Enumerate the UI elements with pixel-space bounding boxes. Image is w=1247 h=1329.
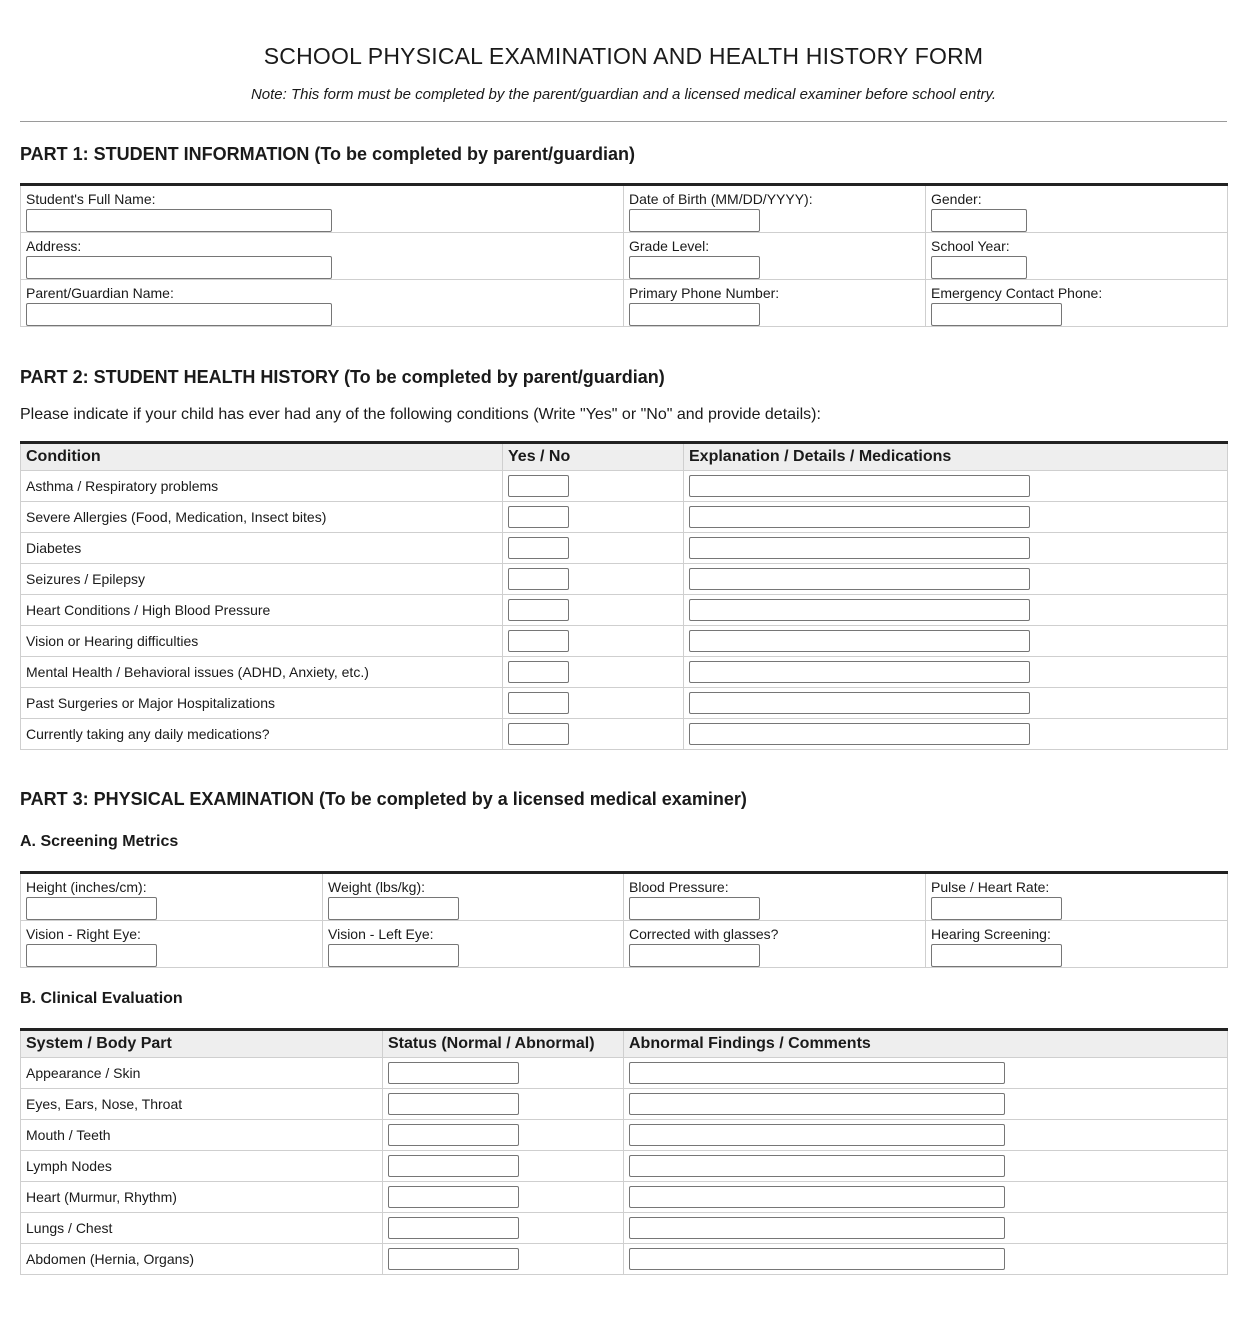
- page-title: SCHOOL PHYSICAL EXAMINATION AND HEALTH HISTORY FORM: [263, 43, 984, 69]
- header-divider: [20, 121, 1227, 122]
- address-cell: [21, 233, 624, 280]
- col-status: Status (Normal / Abnormal): [383, 1030, 624, 1058]
- weight-label: Weight (lbs/kg):: [328, 879, 425, 895]
- health-history-header: [21, 443, 1228, 471]
- condition-label: Mental Health / Behavioral issues (ADHD, Anxiety, etc.): [21, 657, 503, 688]
- condition-status-input[interactable]: [508, 568, 569, 590]
- condition-details-input[interactable]: [689, 599, 1030, 621]
- table-row: [21, 657, 1228, 688]
- system-status-cell: [383, 1120, 624, 1151]
- condition-details-cell: [684, 595, 1228, 626]
- table-row: [21, 471, 1228, 502]
- table-row: [21, 626, 1228, 657]
- col-yes-no: Yes / No: [503, 443, 684, 471]
- part1-heading: PART 1: STUDENT INFORMATION (To be completed by parent/guardian): [20, 144, 636, 164]
- pulse-cell: [926, 873, 1228, 921]
- system-label: Abdomen (Hernia, Organs): [21, 1244, 383, 1275]
- weight-cell: [323, 873, 624, 921]
- phone-label: Primary Phone Number:: [629, 285, 780, 301]
- parent-name-label: Parent/Guardian Name:: [26, 285, 174, 301]
- emergency-phone-label: Emergency Contact Phone:: [931, 285, 1103, 301]
- bp-input[interactable]: [629, 897, 760, 920]
- condition-details-input[interactable]: [689, 537, 1030, 559]
- system-label: Eyes, Ears, Nose, Throat: [21, 1089, 383, 1120]
- col-findings: Abnormal Findings / Comments: [624, 1030, 1228, 1058]
- table-row: [21, 564, 1228, 595]
- pulse-label: Pulse / Heart Rate:: [931, 879, 1050, 895]
- system-details-cell: [624, 1151, 1228, 1182]
- system-details-input[interactable]: [629, 1248, 1005, 1270]
- condition-status-cell: [503, 688, 684, 719]
- condition-details-input[interactable]: [689, 692, 1030, 714]
- table-row: [21, 533, 1228, 564]
- condition-status-input[interactable]: [508, 599, 569, 621]
- address-label: Address:: [26, 238, 82, 254]
- condition-status-cell: [503, 564, 684, 595]
- col-condition: Condition: [21, 443, 503, 471]
- condition-status-cell: [503, 595, 684, 626]
- condition-label: Seizures / Epilepsy: [21, 564, 503, 595]
- height-label: Height (inches/cm):: [26, 879, 147, 895]
- school-year-input[interactable]: [931, 256, 1027, 279]
- vision-left-label: Vision - Left Eye:: [328, 926, 434, 942]
- parent-name-input[interactable]: [26, 303, 332, 326]
- phone-input[interactable]: [629, 303, 760, 326]
- condition-status-input[interactable]: [508, 506, 569, 528]
- student-info-row: [21, 280, 1228, 327]
- condition-label: Currently taking any daily medications?: [21, 719, 503, 750]
- height-cell: [21, 873, 323, 921]
- condition-details-cell: [684, 719, 1228, 750]
- condition-status-cell: [503, 657, 684, 688]
- school-year-label: School Year:: [931, 238, 1010, 254]
- system-status-input[interactable]: [388, 1155, 519, 1177]
- condition-details-input[interactable]: [689, 568, 1030, 590]
- table-row: [21, 1120, 1228, 1151]
- height-input[interactable]: [26, 897, 157, 920]
- table-row: [21, 1213, 1228, 1244]
- vision-right-label: Vision - Right Eye:: [26, 926, 141, 942]
- full-name-input[interactable]: [26, 209, 332, 232]
- condition-details-cell: [684, 626, 1228, 657]
- system-label: Heart (Murmur, Rhythm): [21, 1182, 383, 1213]
- condition-details-input[interactable]: [689, 723, 1030, 745]
- system-label: Mouth / Teeth: [21, 1120, 383, 1151]
- screening-row: [21, 873, 1228, 921]
- condition-status-cell: [503, 471, 684, 502]
- condition-label: Severe Allergies (Food, Medication, Insect bites): [21, 502, 503, 533]
- corrected-label: Corrected with glasses?: [629, 926, 779, 942]
- health-history-table: [20, 441, 1228, 750]
- clinical-evaluation-table: [20, 1028, 1228, 1275]
- grade-input[interactable]: [629, 256, 760, 279]
- condition-label: Vision or Hearing difficulties: [21, 626, 503, 657]
- table-row: [21, 1058, 1228, 1089]
- condition-label: Past Surgeries or Major Hospitalizations: [21, 688, 503, 719]
- hearing-input[interactable]: [931, 944, 1062, 967]
- system-details-cell: [624, 1244, 1228, 1275]
- system-details-input[interactable]: [629, 1093, 1005, 1115]
- condition-status-cell: [503, 502, 684, 533]
- condition-details-cell: [684, 471, 1228, 502]
- system-status-input[interactable]: [388, 1062, 519, 1084]
- gender-input[interactable]: [931, 209, 1027, 232]
- table-row: [21, 1182, 1228, 1213]
- system-status-input[interactable]: [388, 1124, 519, 1146]
- screening-heading: A. Screening Metrics: [20, 833, 179, 850]
- condition-details-input[interactable]: [689, 506, 1030, 528]
- system-status-input[interactable]: [388, 1248, 519, 1270]
- table-row: [21, 688, 1228, 719]
- full-name-label: Student's Full Name:: [26, 191, 156, 207]
- system-status-input[interactable]: [388, 1217, 519, 1239]
- condition-status-cell: [503, 626, 684, 657]
- vision-right-input[interactable]: [26, 944, 157, 967]
- student-info-row: [21, 233, 1228, 280]
- system-details-input[interactable]: [629, 1062, 1005, 1084]
- condition-details-input[interactable]: [689, 661, 1030, 683]
- system-details-input[interactable]: [629, 1217, 1005, 1239]
- dob-cell: [624, 185, 926, 233]
- condition-details-cell: [684, 688, 1228, 719]
- gender-cell: [926, 185, 1228, 233]
- condition-status-input[interactable]: [508, 692, 569, 714]
- condition-status-input[interactable]: [508, 537, 569, 559]
- condition-details-input[interactable]: [689, 475, 1030, 497]
- table-row: [21, 1151, 1228, 1182]
- table-row: [21, 502, 1228, 533]
- clinical-header: [21, 1030, 1228, 1058]
- condition-status-input[interactable]: [508, 630, 569, 652]
- table-row: [21, 719, 1228, 750]
- system-label: Appearance / Skin: [21, 1058, 383, 1089]
- part2-heading: PART 2: STUDENT HEALTH HISTORY (To be completed by parent/guardian): [20, 367, 665, 387]
- system-details-input[interactable]: [629, 1155, 1005, 1177]
- col-system: System / Body Part: [21, 1030, 383, 1058]
- system-details-cell: [624, 1120, 1228, 1151]
- system-details-input[interactable]: [629, 1124, 1005, 1146]
- condition-status-input[interactable]: [508, 475, 569, 497]
- system-details-cell: [624, 1182, 1228, 1213]
- system-details-cell: [624, 1089, 1228, 1120]
- emergency-phone-cell: [926, 280, 1228, 327]
- table-row: [21, 1089, 1228, 1120]
- grade-cell: [624, 233, 926, 280]
- condition-status-input[interactable]: [508, 723, 569, 745]
- parent-name-cell: [21, 280, 624, 327]
- system-details-input[interactable]: [629, 1186, 1005, 1208]
- condition-details-cell: [684, 564, 1228, 595]
- system-status-cell: [383, 1244, 624, 1275]
- bp-cell: [624, 873, 926, 921]
- school-year-cell: [926, 233, 1228, 280]
- system-label: Lungs / Chest: [21, 1213, 383, 1244]
- system-label: Lymph Nodes: [21, 1151, 383, 1182]
- condition-details-cell: [684, 533, 1228, 564]
- full-name-cell: [21, 185, 624, 233]
- condition-status-cell: [503, 533, 684, 564]
- form-note: Note: This form must be completed by the parent/guardian and a licensed medical examiner before school entry.: [250, 86, 997, 103]
- screening-row: [21, 921, 1228, 968]
- table-row: [21, 1244, 1228, 1275]
- part3-heading: PART 3: PHYSICAL EXAMINATION (To be completed by a licensed medical examiner): [20, 789, 747, 809]
- condition-details-cell: [684, 657, 1228, 688]
- vision-right-cell: [21, 921, 323, 968]
- weight-input[interactable]: [328, 897, 459, 920]
- gender-label: Gender:: [931, 191, 982, 207]
- student-info-row: [21, 185, 1228, 233]
- corrected-cell: [624, 921, 926, 968]
- condition-label: Asthma / Respiratory problems: [21, 471, 503, 502]
- system-status-cell: [383, 1182, 624, 1213]
- system-status-input[interactable]: [388, 1093, 519, 1115]
- corrected-input[interactable]: [629, 944, 760, 967]
- system-status-cell: [383, 1089, 624, 1120]
- system-status-input[interactable]: [388, 1186, 519, 1208]
- vision-left-input[interactable]: [328, 944, 459, 967]
- hearing-cell: [926, 921, 1228, 968]
- student-info-table: [20, 183, 1228, 327]
- vision-left-cell: [323, 921, 624, 968]
- dob-label: Date of Birth (MM/DD/YYYY):: [629, 191, 813, 207]
- hearing-label: Hearing Screening:: [931, 926, 1051, 942]
- condition-details-input[interactable]: [689, 630, 1030, 652]
- system-status-cell: [383, 1151, 624, 1182]
- clinical-heading: B. Clinical Evaluation: [20, 990, 183, 1007]
- pulse-input[interactable]: [931, 897, 1062, 920]
- condition-label: Diabetes: [21, 533, 503, 564]
- phone-cell: [624, 280, 926, 327]
- system-status-cell: [383, 1213, 624, 1244]
- dob-input[interactable]: [629, 209, 760, 232]
- bp-label: Blood Pressure:: [629, 879, 729, 895]
- system-status-cell: [383, 1058, 624, 1089]
- screening-metrics-table: [20, 871, 1228, 968]
- table-row: [21, 595, 1228, 626]
- system-details-cell: [624, 1058, 1228, 1089]
- condition-status-cell: [503, 719, 684, 750]
- condition-status-input[interactable]: [508, 661, 569, 683]
- emergency-phone-input[interactable]: [931, 303, 1062, 326]
- grade-label: Grade Level:: [629, 238, 710, 254]
- address-input[interactable]: [26, 256, 332, 279]
- condition-label: Heart Conditions / High Blood Pressure: [21, 595, 503, 626]
- part2-intro: Please indicate if your child has ever had any of the following conditions (Write "Yes" or "No" and provide details):: [20, 406, 821, 423]
- col-explanation: Explanation / Details / Medications: [684, 443, 1228, 471]
- system-details-cell: [624, 1213, 1228, 1244]
- condition-details-cell: [684, 502, 1228, 533]
